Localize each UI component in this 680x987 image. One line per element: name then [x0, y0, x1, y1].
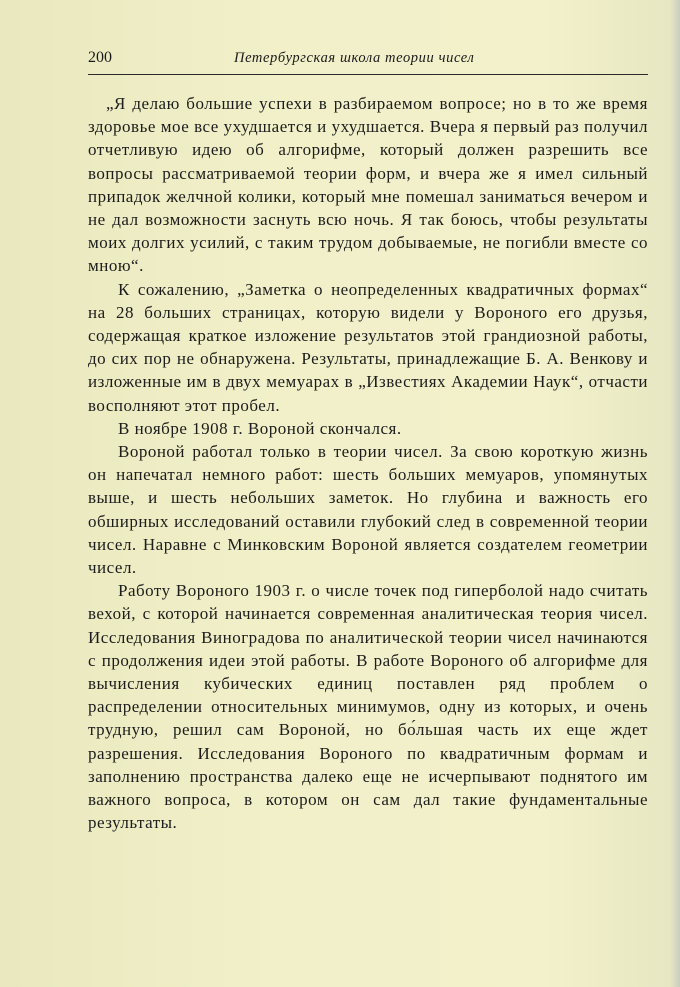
- paragraph-lost-note: К сожалению, „Заметка о неопределенных квадратичных формах“ на 28 больших страницах, которую видели у Вороного его друзья, содержащая краткое изложение результатов этой грандиозной работы, до сих пор не обнаружена. Результаты, принадлежащие Б. А. Венкову и изложенные им в двух мемуарах в „Известиях Академии Наук“, отчасти восполняют этот пробел.: [88, 279, 648, 415]
- header-rule: [88, 74, 648, 75]
- paragraph-works: Вороной работал только в теории чисел. За свою короткую жизнь он напечатал немного работ: шесть больших мемуаров, упомянутых выше, и шесть небольших заметок. Но глубина и важность его обширных исследований оставили глубокий след в современной теории чисел. Наравне с Минковским Вороной является создателем геометрии чисел.: [88, 442, 648, 578]
- page-edge-shadow: [670, 0, 680, 987]
- paragraph-legacy: Работу Вороного 1903 г. о числе точек под гиперболой надо считать вехой, с которой начинается современная аналитическая теория чисел. Исследования Виноградова по аналитической теории чисел начинаются с продолжения идеи этой работы. В работе Вороного об алгорифме для вычисления кубических единиц поставлен ряд проблем о распределении относительных минимумов, одну из которых, и очень трудную, решил сам Вороной, но бо́льшая часть их еще ждет разрешения. Исследования Вороного по квадратичным формам и заполнению пространства далеко еще не исчерпывают поднятого им важного вопроса, в котором он сам дал такие фундаментальные результаты.: [88, 581, 648, 833]
- paragraph-death: В ноябре 1908 г. Вороной скончался.: [118, 418, 402, 438]
- quote-paragraph: „Я делаю большие успехи в разбираемом вопросе; но в то же время здоровье мое все ухудшается и ухудшается. Вчера я первый раз получил отчетливую идею об алгорифме, который должен разрешить все вопросы рассматриваемой теории форм, и вчера же я имел сильный припадок желчной колики, который мне помешал заниматься вечером и не дал возможности заснуть всю ночь. Я так боюсь, чтобы результаты моих долгих усилий, с таким трудом добываемые, не погибли вместе со мною“.: [88, 94, 648, 276]
- page-number: 200: [88, 49, 112, 66]
- page-header: [88, 47, 648, 71]
- body-text: [88, 92, 648, 835]
- running-title: Петербургская школа теории чисел: [234, 50, 475, 66]
